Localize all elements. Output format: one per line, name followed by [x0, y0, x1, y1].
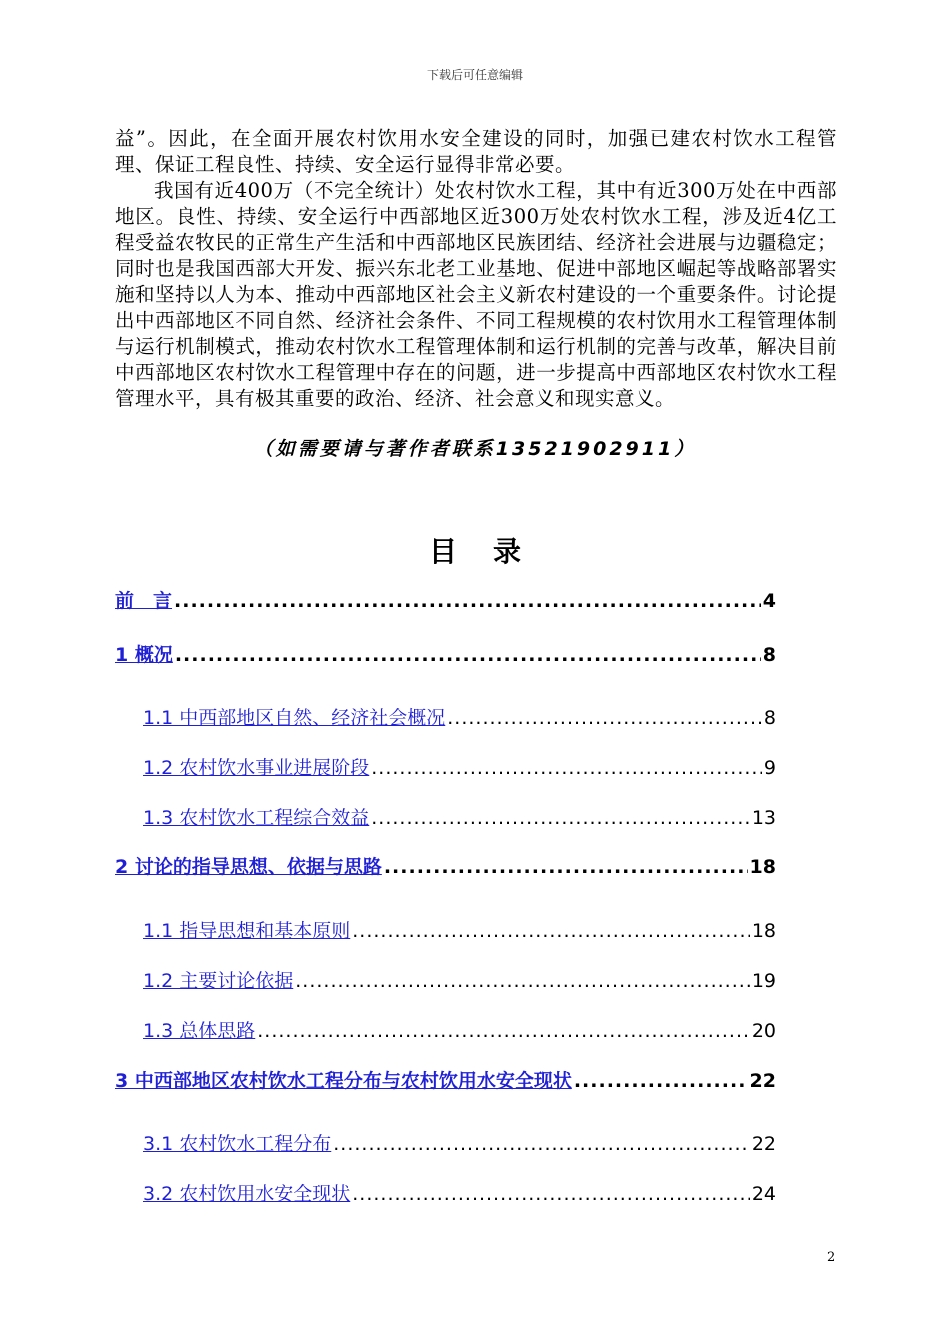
toc-link[interactable]: 3.1 农村饮水工程分布 [143, 1133, 332, 1155]
toc-entry[interactable] [143, 703, 776, 730]
toc-link[interactable]: 1.2 主要讨论依据 [143, 970, 294, 992]
toc-leader [447, 707, 762, 729]
toc-entry[interactable] [115, 1066, 776, 1093]
toc-entry[interactable] [143, 1179, 776, 1206]
toc-page-number: 18 [749, 856, 776, 878]
paragraph: 我国有近400万（不完全统计）处农村饮水工程，其中有近300万处在中西部地区。良性、持续、安全运行中西部地区近300万处农村饮水工程，涉及近4亿工程受益农牧民的正常生产生活和中西部地区民族团结、经济社会进展与边疆稳定；同时也是我国西部大开发、振兴东北老工业基地、促进中部地区崛起等战略部署实施和坚持以人为本、推动中西部地区社会主义新农村建设的一个重要条件。讨论提出中西部地区不同自然、经济社会条件、不同工程规模的农村饮用水工程管理体制与运行机制模式，推动农村饮水工程管理体制和运行机制的完善与改革，解决目前中西部地区农村饮水工程管理中存在的问题，进一步提高中西部地区农村饮水工程管理水平，具有极其重要的政治、经济、社会意义和现实意义。 [115, 179, 837, 410]
toc-page-number: 24 [751, 1183, 776, 1205]
toc-link[interactable]: 2 讨论的指导思想、依据与思路 [115, 856, 382, 878]
toc-page-number: 8 [762, 644, 776, 666]
toc-entry[interactable] [143, 753, 776, 780]
toc-link[interactable]: 3 中西部地区农村饮水工程分布与农村饮用水安全现状 [115, 1070, 572, 1092]
toc-entry[interactable] [143, 1016, 776, 1043]
toc-page-number: 20 [751, 1020, 776, 1042]
toc-page-number: 19 [751, 970, 776, 992]
toc-link[interactable]: 1.1 指导思想和基本原则 [143, 920, 351, 942]
toc-leader [371, 807, 750, 829]
toc-leader [333, 1133, 750, 1155]
paragraph: 益”。因此，在全面开展农村饮用水安全建设的同时，加强已建农村饮水工程管理、保证工程良性、持续、安全运行显得非常必要。 [115, 127, 837, 176]
toc-leader [574, 1070, 748, 1092]
toc-leader [257, 1020, 750, 1042]
toc-entry[interactable] [143, 916, 776, 943]
toc-title: 目录 [428, 535, 557, 568]
toc-entry[interactable] [143, 966, 776, 993]
toc-entry[interactable] [115, 852, 776, 879]
toc-page-number: 9 [763, 757, 776, 779]
toc-page-number: 22 [749, 1070, 776, 1092]
toc-link[interactable]: 前 言 [115, 590, 173, 612]
toc-link[interactable]: 1.2 农村饮水事业进展阶段 [143, 757, 370, 779]
toc-entry[interactable] [143, 1129, 776, 1156]
toc-link[interactable]: 1.3 总体思路 [143, 1020, 256, 1042]
toc-page-number: 18 [751, 920, 776, 942]
toc-page-number: 22 [751, 1133, 776, 1155]
toc-leader [175, 644, 761, 666]
toc-link[interactable]: 3.2 农村饮用水安全现状 [143, 1183, 351, 1205]
toc-entry[interactable] [115, 640, 776, 667]
toc-leader [384, 856, 748, 878]
toc-leader [174, 590, 761, 612]
page-header: 下载后可任意编辑 [426, 68, 523, 82]
contact-note: （如需要请与著作者联系13521902911） [253, 438, 697, 460]
toc-link[interactable]: 1.3 农村饮水工程综合效益 [143, 807, 370, 829]
toc-leader [371, 757, 762, 779]
body-text [115, 126, 837, 412]
toc-leader [352, 1183, 750, 1205]
toc-page-number: 13 [751, 807, 776, 829]
toc-leader [295, 970, 750, 992]
toc-leader [352, 920, 750, 942]
toc-entry[interactable] [115, 586, 776, 613]
toc-entry[interactable] [143, 803, 776, 830]
toc-page-number: 4 [762, 590, 776, 612]
page-number: 2 [827, 1250, 836, 1265]
toc-page-number: 8 [763, 707, 776, 729]
toc-link[interactable]: 1.1 中西部地区自然、经济社会概况 [143, 707, 446, 729]
toc-link[interactable]: 1 概况 [115, 644, 173, 666]
